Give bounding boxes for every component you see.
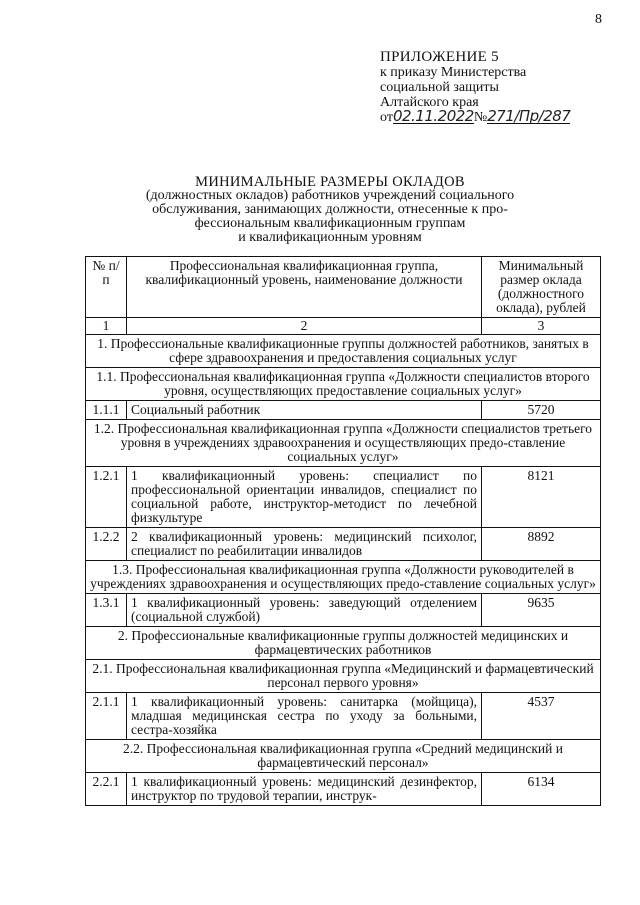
- appendix-line: Алтайского края: [380, 95, 479, 110]
- table-row: [86, 401, 601, 420]
- salary-value: 8121: [482, 467, 601, 528]
- salary-value: 4537: [482, 693, 601, 740]
- row-number: 1.3.1: [86, 594, 127, 627]
- table-section-row: [86, 368, 601, 401]
- section-heading: 2. Профессиональные квалификационные группы должностей медицинских и фармацевтических работников: [86, 627, 601, 660]
- position-name: 1 квалификационный уровень: медицинский дезинфектор, инструктор по трудовой терапии, инструк-: [127, 773, 482, 806]
- title-line: (должностных окладов) работников учреждений социального: [145, 188, 515, 203]
- position-name: 1 квалификационный уровень: санитарка (мойщица), младшая медицинская сестра по уходу за больными, сестра-хозяйка: [127, 693, 482, 740]
- section-heading: 1.2. Профессиональная квалификационная группа «Должности специалистов третьего уровня в учреждениях здравоохранения и осуществляющих предо-ставление социальных услуг»: [86, 420, 601, 467]
- appendix-block: [380, 50, 610, 125]
- section-heading: 2.1. Профессиональная квалификационная группа «Медицинский и фармацевтический персонал первого уровня»: [86, 660, 601, 693]
- title-line: и квалификационным уровням: [238, 230, 422, 245]
- title-main: МИНИМАЛЬНЫЕ РАЗМЕРЫ ОКЛАДОВ: [195, 174, 465, 190]
- table-row: [86, 467, 601, 528]
- salary-value: 6134: [482, 773, 601, 806]
- page-number: 8: [595, 12, 602, 27]
- appendix-date-line: [380, 107, 610, 125]
- table-section-row: [86, 740, 601, 773]
- row-number: 1.1.1: [86, 401, 127, 420]
- salary-value: 9635: [482, 594, 601, 627]
- row-number: 2.2.1: [86, 773, 127, 806]
- header-num: № п/п: [86, 257, 127, 318]
- table-index-row: [86, 318, 601, 335]
- date-prefix: от: [380, 110, 393, 125]
- table-section-row: [86, 335, 601, 368]
- section-heading: 1. Профессиональные квалификационные группы должностей работников, занятых в сфере здравоохранения и предоставления социальных услуг: [86, 335, 601, 368]
- section-heading: 1.1. Профессиональная квалификационная группа «Должности специалистов второго уровня, осуществляющих предоставление социальных услуг»: [86, 368, 601, 401]
- section-heading: 1.3. Профессиональная квалификационная группа «Должности руководителей в учреждениях здравоохранения и осуществляющих предо-ставление социальных услуг»: [86, 561, 601, 594]
- appendix-line: социальной защиты: [380, 80, 499, 95]
- header-name: Профессиональная квалификационная группа, квалификационный уровень, наименование должности: [127, 257, 482, 318]
- table-section-row: [86, 627, 601, 660]
- number-label: №: [473, 110, 488, 125]
- table-row: [86, 693, 601, 740]
- table-header-row: [86, 257, 601, 318]
- handwritten-date: 02.11.2022: [392, 107, 474, 125]
- table-row: [86, 773, 601, 806]
- table-row: [86, 528, 601, 561]
- title-line: фессиональным квалификационным группам: [194, 216, 466, 231]
- header-salary: Минимальный размер оклада (должностного оклада), рублей: [482, 257, 601, 318]
- row-number: 2.1.1: [86, 693, 127, 740]
- appendix-title: ПРИЛОЖЕНИЕ 5: [380, 49, 499, 65]
- index-cell: 3: [482, 318, 601, 335]
- table-row: [86, 594, 601, 627]
- index-cell: 1: [86, 318, 127, 335]
- title-line: обслуживания, занимающих должности, отнесенные к про-: [152, 202, 508, 217]
- table-section-row: [86, 561, 601, 594]
- index-cell: 2: [127, 318, 482, 335]
- document-title: [110, 175, 550, 245]
- handwritten-number: 271/Пр/287: [487, 107, 571, 125]
- row-number: 1.2.1: [86, 467, 127, 528]
- appendix-line: к приказу Министерства: [380, 65, 527, 80]
- position-name: 1 квалификационный уровень: специалист по профессиональной ориентации инвалидов, специалист по социальной работе, инструктор-методист по лечебной физкультуре: [127, 467, 482, 528]
- position-name: 1 квалификационный уровень: заведующий отделением (социальной службой): [127, 594, 482, 627]
- section-heading: 2.2. Профессиональная квалификационная группа «Средний медицинский и фармацевтический персонал»: [86, 740, 601, 773]
- row-number: 1.2.2: [86, 528, 127, 561]
- salary-value: 5720: [482, 401, 601, 420]
- table-section-row: [86, 420, 601, 467]
- position-name: Социальный работник: [127, 401, 482, 420]
- position-name: 2 квалификационный уровень: медицинский психолог, специалист по реабилитации инвалидов: [127, 528, 482, 561]
- salary-value: 8892: [482, 528, 601, 561]
- table-section-row: [86, 660, 601, 693]
- salary-table: [85, 256, 601, 806]
